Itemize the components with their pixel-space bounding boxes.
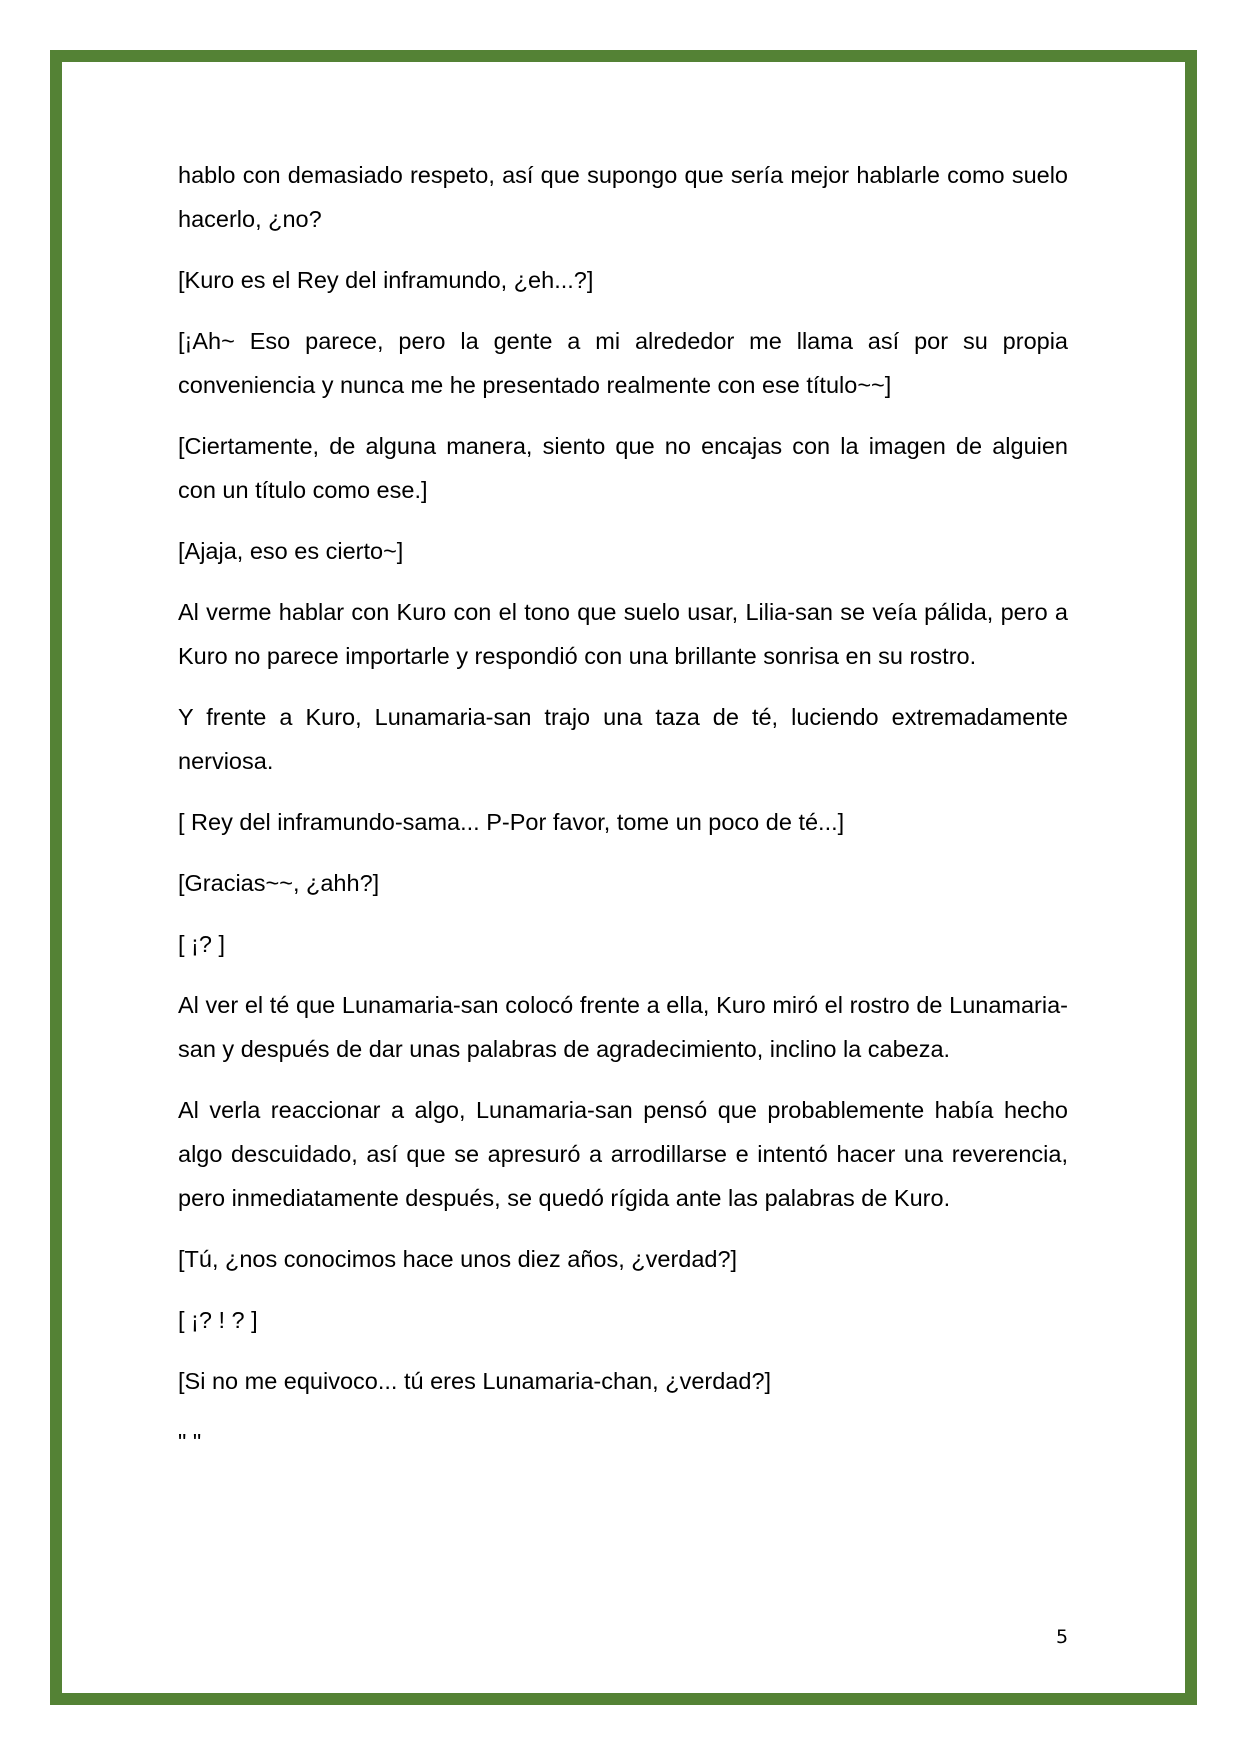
paragraph: hablo con demasiado respeto, así que supongo que sería mejor hablarle como suelo hacerlo, ¿no?: [178, 162, 1068, 232]
paragraph: [¡Ah~ Eso parece, pero la gente a mi alrededor me llama así por su propia conveniencia y nunca me he presentado realmente con ese título~~]: [178, 328, 1068, 398]
paragraph: [ ¡? ]: [178, 931, 226, 957]
paragraph: [Ajaja, eso es cierto~]: [178, 538, 404, 564]
paragraph: [Tú, ¿nos conocimos hace unos diez años, ¿verdad?]: [178, 1246, 738, 1272]
paragraph: [ ¡? ! ? ]: [178, 1307, 258, 1333]
paragraph: Y frente a Kuro, Lunamaria-san trajo una taza de té, luciendo extremadamente nerviosa.: [178, 704, 1068, 774]
paragraph: " ": [178, 1429, 202, 1455]
page-body: [178, 153, 1068, 1481]
paragraph: Al verme hablar con Kuro con el tono que suelo usar, Lilia-san se veía pálida, pero a Kuro no parece importarle y respondió con una brillante sonrisa en su rostro.: [178, 599, 1068, 669]
paragraph: [ Rey del inframundo-sama... P-Por favor, tome un poco de té...]: [178, 809, 845, 835]
page-number: 5: [1056, 1626, 1069, 1648]
paragraph: [Gracias~~, ¿ahh?]: [178, 870, 380, 896]
paragraph: [Ciertamente, de alguna manera, siento que no encajas con la imagen de alguien con un título como ese.]: [178, 433, 1068, 503]
paragraph: [Si no me equivoco... tú eres Lunamaria-chan, ¿verdad?]: [178, 1368, 772, 1394]
paragraph: Al ver el té que Lunamaria-san colocó frente a ella, Kuro miró el rostro de Lunamaria-san y después de dar unas palabras de agradecimiento, inclino la cabeza.: [178, 992, 1068, 1062]
paragraph: [Kuro es el Rey del inframundo, ¿eh...?]: [178, 267, 594, 293]
paragraph: Al verla reaccionar a algo, Lunamaria-san pensó que probablemente había hecho algo descuidado, así que se apresuró a arrodillarse e intentó hacer una reverencia, pero inmediatamente después, se quedó rígida ante las palabras de Kuro.: [178, 1097, 1068, 1211]
